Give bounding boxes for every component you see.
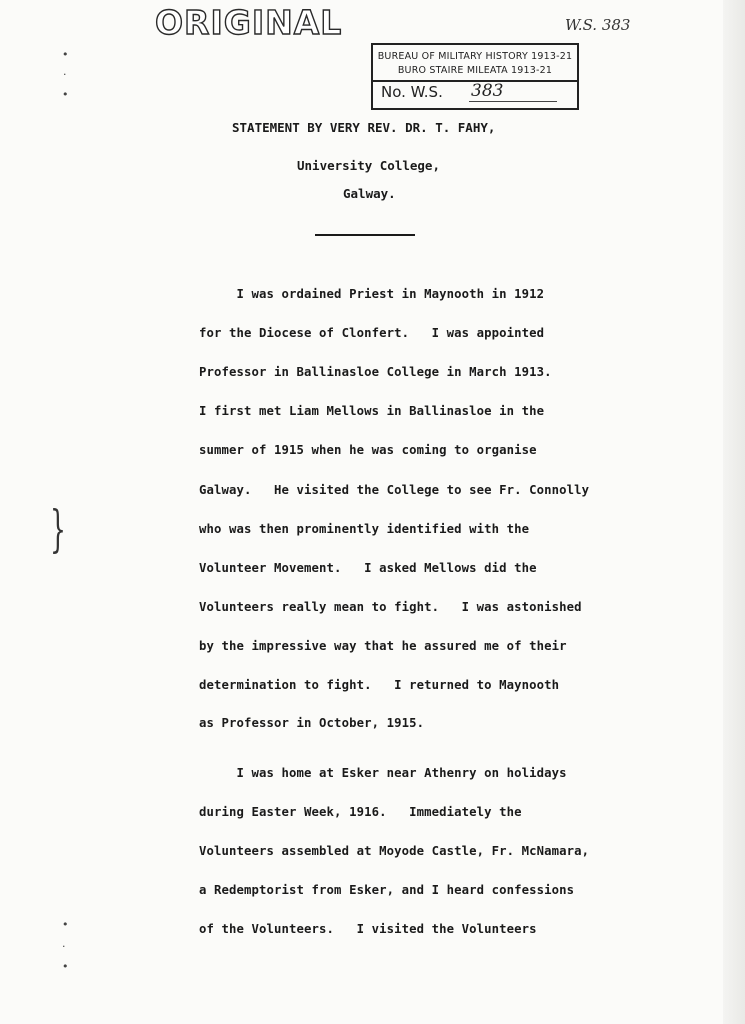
body-line: I first met Liam Mellows in Ballinasloe in the xyxy=(199,404,545,418)
bureau-stamp-line2: BURO STAIRE MILEATA 1913-21 xyxy=(397,65,553,76)
body-line: I was ordained Priest in Maynooth in 1912 xyxy=(199,287,545,301)
bureau-stamp-underline xyxy=(469,101,557,102)
margin-punch-mark: · xyxy=(62,940,66,953)
margin-punch-mark: · xyxy=(63,68,67,81)
body-line: summer of 1915 when he was coming to organise xyxy=(199,443,537,457)
body-line: Galway. He visited the College to see Fr. Connolly xyxy=(199,483,590,497)
margin-bracket-mark: } xyxy=(49,500,66,558)
body-line: Volunteer Movement. I asked Mellows did the xyxy=(199,561,537,575)
statement-location: Galway. xyxy=(343,186,396,201)
margin-punch-mark: • xyxy=(62,960,69,973)
bureau-stamp-line1: BUREAU OF MILITARY HISTORY 1913-21 xyxy=(377,51,573,62)
handwritten-reference: W.S. 383 xyxy=(565,16,631,34)
body-line: by the impressive way that he assured me of their xyxy=(199,639,567,653)
body-line: as Professor in October, 1915. xyxy=(199,716,425,730)
bureau-stamp-no-label: No. W.S. xyxy=(381,83,443,101)
body-line: Volunteers assembled at Moyode Castle, Fr. McNamara, xyxy=(199,844,590,858)
body-line: for the Diocese of Clonfert. I was appointed xyxy=(199,326,545,340)
statement-institution: University College, xyxy=(297,158,440,173)
body-line: Professor in Ballinasloe College in March 1913. xyxy=(199,365,552,379)
margin-punch-mark: • xyxy=(62,48,69,61)
body-line: Volunteers really mean to fight. I was astonished xyxy=(199,600,582,614)
body-line: I was home at Esker near Athenry on holidays xyxy=(199,766,567,780)
heading-rule xyxy=(315,234,415,236)
page-edge xyxy=(723,0,745,1024)
bureau-stamp xyxy=(371,43,579,110)
body-line: who was then prominently identified with the xyxy=(199,522,530,536)
body-line: a Redemptorist from Esker, and I heard confessions xyxy=(199,883,575,897)
original-stamp: ORIGINAL xyxy=(155,3,343,42)
margin-punch-mark: • xyxy=(62,918,69,931)
bureau-stamp-number: 383 xyxy=(471,81,504,101)
statement-title: STATEMENT BY VERY REV. DR. T. FAHY, xyxy=(232,120,496,135)
margin-punch-mark: • xyxy=(62,88,69,101)
body-line: during Easter Week, 1916. Immediately the xyxy=(199,805,522,819)
body-line: of the Volunteers. I visited the Volunteers xyxy=(199,922,537,936)
body-line: determination to fight. I returned to Maynooth xyxy=(199,678,560,692)
